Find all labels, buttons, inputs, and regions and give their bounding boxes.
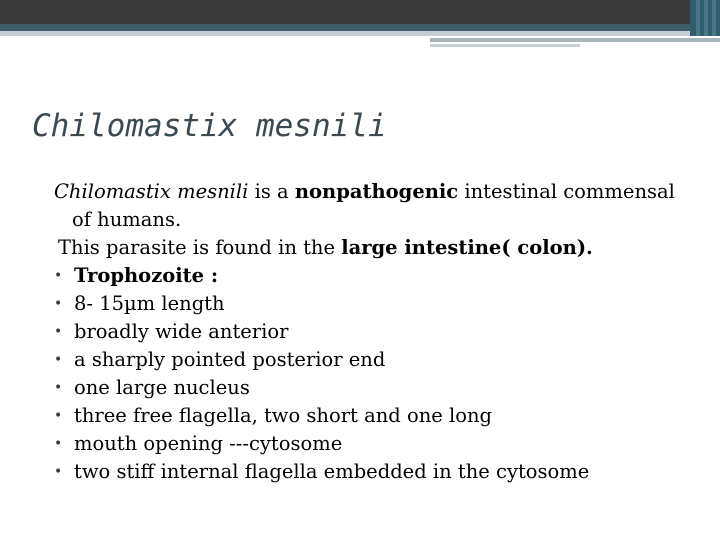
list-item-text: mouth opening ---cytosome <box>74 432 343 455</box>
location-term: large intestine( colon). <box>341 236 593 259</box>
header-light-band <box>0 31 720 36</box>
bullet-icon: • <box>54 268 63 284</box>
list-item-text: 8- 15µm length <box>74 292 225 315</box>
list-item <box>54 430 694 458</box>
header-corner-accent <box>690 0 720 36</box>
bullet-icon: • <box>54 380 63 396</box>
header-stripe <box>430 38 720 42</box>
bullet-icon: • <box>54 352 63 368</box>
slide-body <box>54 178 694 486</box>
list-item <box>54 346 694 374</box>
intro-paragraph: Chilomastix mesnili is a nonpathogenic intestinal commensal of humans. <box>54 180 675 231</box>
list-item <box>54 374 694 402</box>
nonpathogenic-term: nonpathogenic <box>294 180 459 203</box>
header-stripe-short <box>430 44 580 47</box>
list-item <box>54 318 694 346</box>
bullet-icon: • <box>54 408 63 424</box>
list-item-text: broadly wide anterior <box>74 320 289 343</box>
list-item-text: three free flagella, two short and one long <box>74 404 493 427</box>
list-item-text: Trophozoite : <box>74 264 219 287</box>
location-paragraph: This parasite is found in the large intestine( colon). <box>58 236 593 259</box>
feature-list <box>54 262 694 486</box>
bullet-icon: • <box>54 324 63 340</box>
bullet-icon: • <box>54 464 63 480</box>
header-decoration <box>0 0 720 48</box>
slide-title: Chilomastix mesnili <box>32 108 387 144</box>
bullet-icon: • <box>54 436 63 452</box>
header-dark-band <box>0 0 720 24</box>
bullet-icon: • <box>54 296 63 312</box>
header-teal-band <box>0 24 720 31</box>
list-item <box>54 290 694 318</box>
list-item <box>54 402 694 430</box>
list-item-text: one large nucleus <box>74 376 250 399</box>
list-item <box>54 458 694 486</box>
list-item-text: a sharply pointed posterior end <box>74 348 386 371</box>
species-name: Chilomastix mesnili <box>54 180 249 203</box>
list-item-text: two stiff internal flagella embedded in the cytosome <box>74 460 590 483</box>
list-item <box>54 262 694 290</box>
